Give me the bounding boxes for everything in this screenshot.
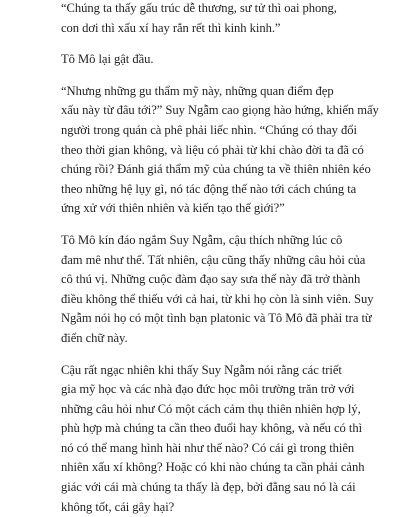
text-line: con dơi thì xấu xí hay rắn rết thì kinh kinh.” [61, 19, 391, 39]
text-line: nó có thể mang hình hài như thế nào? Có cái gì trong thiên [61, 439, 391, 459]
text-line: theo những hệ lụy gì, nó tác động thế nào tới cách chúng ta [61, 180, 391, 200]
paragraph-2 [61, 50, 391, 70]
text-line: xấu này từ đâu tới?” Suy Ngẫm cao giọng hào hứng, khiến mấy [61, 101, 391, 121]
text-line: điều không thể thiếu với cả hai, từ khi họ còn là sinh viên. Suy [61, 290, 391, 310]
text-line: phù hợp mà chúng ta cần theo đuổi hay không, và nếu có thì [61, 419, 391, 439]
text-line: những câu hỏi như Có một cách cảm thụ thiên nhiên hợp lý, [61, 400, 391, 420]
text-line: Cậu rất ngạc nhiên khi thấy Suy Ngẫm nói rằng các triết [61, 361, 391, 381]
text-line: cô thú vị. Những cuộc đàm đạo say sưa thế này đã trở thành [61, 270, 391, 290]
text-line: người trong quán cà phê phải liếc nhìn. “Chúng có thay đổi [61, 121, 391, 141]
text-line: Ngẫm nói họ có một tình bạn platonic và Tô Mô đã phải tra từ [61, 309, 391, 329]
text-line: nhiên xấu xí không? Hoặc có khi nào chúng ta cần phải cảnh [61, 458, 391, 478]
paragraph-4 [61, 231, 391, 349]
text-line: giác với cái mà chúng ta thấy là đẹp, bởi đằng sau nó là cái [61, 478, 391, 498]
text-line: Tô Mô kín đáo ngắm Suy Ngẫm, cậu thích những lúc cô [61, 231, 391, 251]
text-line: Tô Mô lại gật đầu. [61, 50, 391, 70]
text-line: gia mỹ học và các nhà đạo đức học môi trường trăn trở với [61, 380, 391, 400]
text-line: đam mê như thế. Tất nhiên, cậu cũng thấy những câu hỏi của [61, 251, 391, 271]
text-line: điển chữ này. [61, 329, 391, 349]
text-line: “Chúng ta thấy gấu trúc dễ thương, sư tử thì oai phong, [61, 0, 391, 19]
text-line: ứng xử với thiên nhiên và kiến tạo thế giới?” [61, 199, 391, 219]
paragraph-3 [61, 82, 391, 219]
body-text [61, 0, 391, 517]
paragraph-5 [61, 361, 391, 517]
paragraph-1 [61, 0, 391, 38]
text-line: “Nhưng những gu thẩm mỹ này, những quan điểm đẹp [61, 82, 391, 102]
text-line: chúng rồi? Đánh giá thẩm mỹ của chúng ta về thiên nhiên kéo [61, 160, 391, 180]
text-line: không tốt, cái gây hại? [61, 498, 391, 517]
text-line: theo thời gian không, và liệu có phải từ khi chào đời ta đã có [61, 141, 391, 161]
